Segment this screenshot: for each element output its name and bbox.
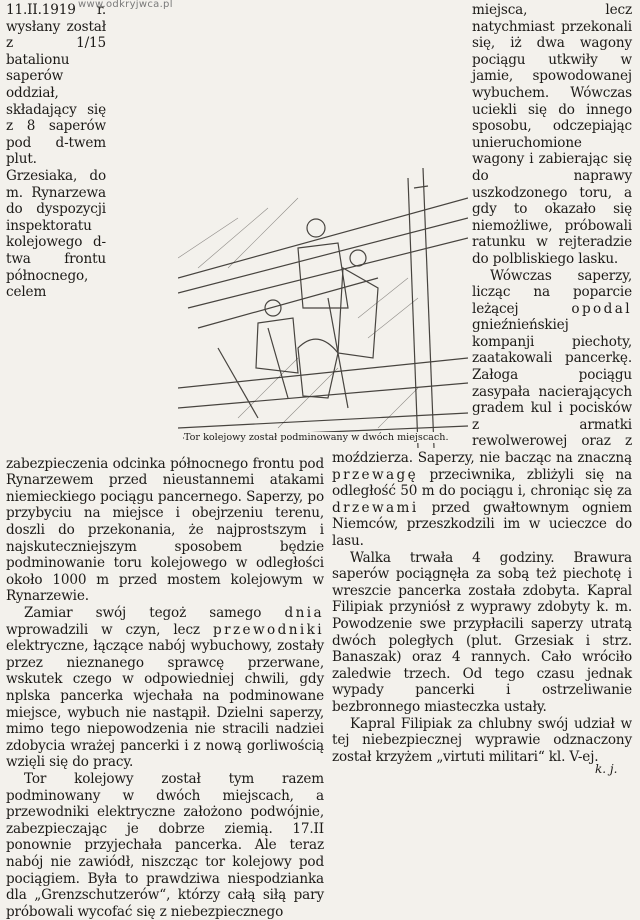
spaced-text: przewagę [332, 466, 419, 483]
text-run: przeciwnika, zbliżyli się na odległość 50 m do pociągu i, chroniąc się za [332, 466, 632, 500]
text-run: gnieźnieńskiej kompanji piechoty, zaatakowali pancerkę. Załoga pociągu zasypała nacierających gradem kul i pocisków z armatki rewolwerowej oraz z moździerza. Saperzy, nie bacząc na znaczną [332, 317, 632, 467]
text-run: Wówczas saperzy, licząc na poparcie leżącej [472, 267, 632, 317]
left-column [6, 2, 324, 920]
left-paragraph-3: Tor kolejowy został tym razem podminowany w dwóch miejscach, a przewodniki elektryczne założono podwójnie, zabezpieczając je dobrze ziemią. 17.II ponownie przyjechała pancerka. Ale teraz nabój nie zawiódł, niszcząc tor kolejowy pod pociągiem. Była to prawdziwa niespodzianka dla „Grenzschutzerów“, którzy całą siłą pary próbowali wycofać się z niebezpiecznego [6, 770, 324, 920]
author-signature: k. j. [595, 762, 618, 776]
spaced-text: dnia [284, 605, 324, 622]
illustration-drawing [178, 158, 468, 448]
spaced-text: drzewami [332, 499, 419, 516]
text-run: Zamiar swój tegoż samego [24, 605, 285, 622]
illustration-caption: Tor kolejowy został podminowany w dwóch miejscach. [184, 432, 454, 443]
sappers-illustration [178, 158, 468, 448]
text-run: elektryczne, łączące nabój wybuchowy, zostały przez nieznanego sprawcę przerwane, wskutek czego w odpowiedniej chwili, gdy nplska pancerka wjechała na podminowane miejsce, wybuch nie nastąpił. Dzielni saperzy, mimo tego niepowodzenia nie stracili nadziei zdobycia wrażej pancerki i z nową gorliwością wzięli się do pracy. [6, 638, 324, 771]
text-run: przed gwałtownym ogniem Niemców, przeszkodzili im w ucieczce do lasu. [332, 499, 632, 549]
spaced-text: przewodniki [212, 621, 324, 638]
right-paragraph-3: Walka trwała 4 godziny. Brawura saperów pociągnęła za sobą też piechotę i wreszcie pancerka została zdobyta. Kapral Filipiak przyniósł z wyprawy zdobyty k. m. Powodzenie swe przypłacili saperzy utratą dwóch poległych (plut. Grzesiak i strz. Banaszak) oraz 4 rannych. Cało wróciło zaledwie trzech. Od tego czasu jednak wypady pancerki i ostrzeliwanie bezbronnego miasteczka ustały. [332, 549, 632, 715]
right-paragraph-1: miejsca, lecz natychmiast przekonali się, iż dwa wagony pociągu utkwiły w jamie, spowodowanej wybuchem. Wówczas uciekli się do innego sposobu, odczepiając unieruchomione wagony i zabierając się do naprawy uszkodzonego toru, a gdy to okazało się niemożliwe, próbowali ratunku w rejteradzie do polbliskiego lasku. [472, 2, 632, 267]
watermark: www.odkryjwca.pl [78, 0, 173, 10]
right-paragraph-4: Kapral Filipiak za chlubny swój udział w tej niebezpiecznej wyprawie odznaczony został krzyżem „virtuti militari“ kl. V-ej. [332, 715, 632, 765]
left-paragraph-2 [6, 605, 324, 771]
spaced-text: opodal [571, 300, 632, 317]
text-run: wprowadzili w czyn, lecz [6, 621, 213, 638]
left-paragraph-1: 11.II.1919 r. wysłany został z 1/15 batalionu saperów oddział, składający się z 8 saperów pod d-twem plut. Grzesiaka, do m. Rynarzewa do dyspozycji inspektoratu kolejowego d-twa frontu północnego, celem zabezpieczenia odcinka północnego frontu pod Rynarzewem przed nieustannemi atakami niemieckiego pociągu pancernego. Saperzy, po przybyciu na miejsce i obejrzeniu terenu, doszli do przekonania, że najprostszym i najskuteczniejszym sposobem będzie podminowanie toru kolejowego w odległości około 1000 m przed mostem kolejowym w Rynarzewie. [6, 2, 324, 605]
